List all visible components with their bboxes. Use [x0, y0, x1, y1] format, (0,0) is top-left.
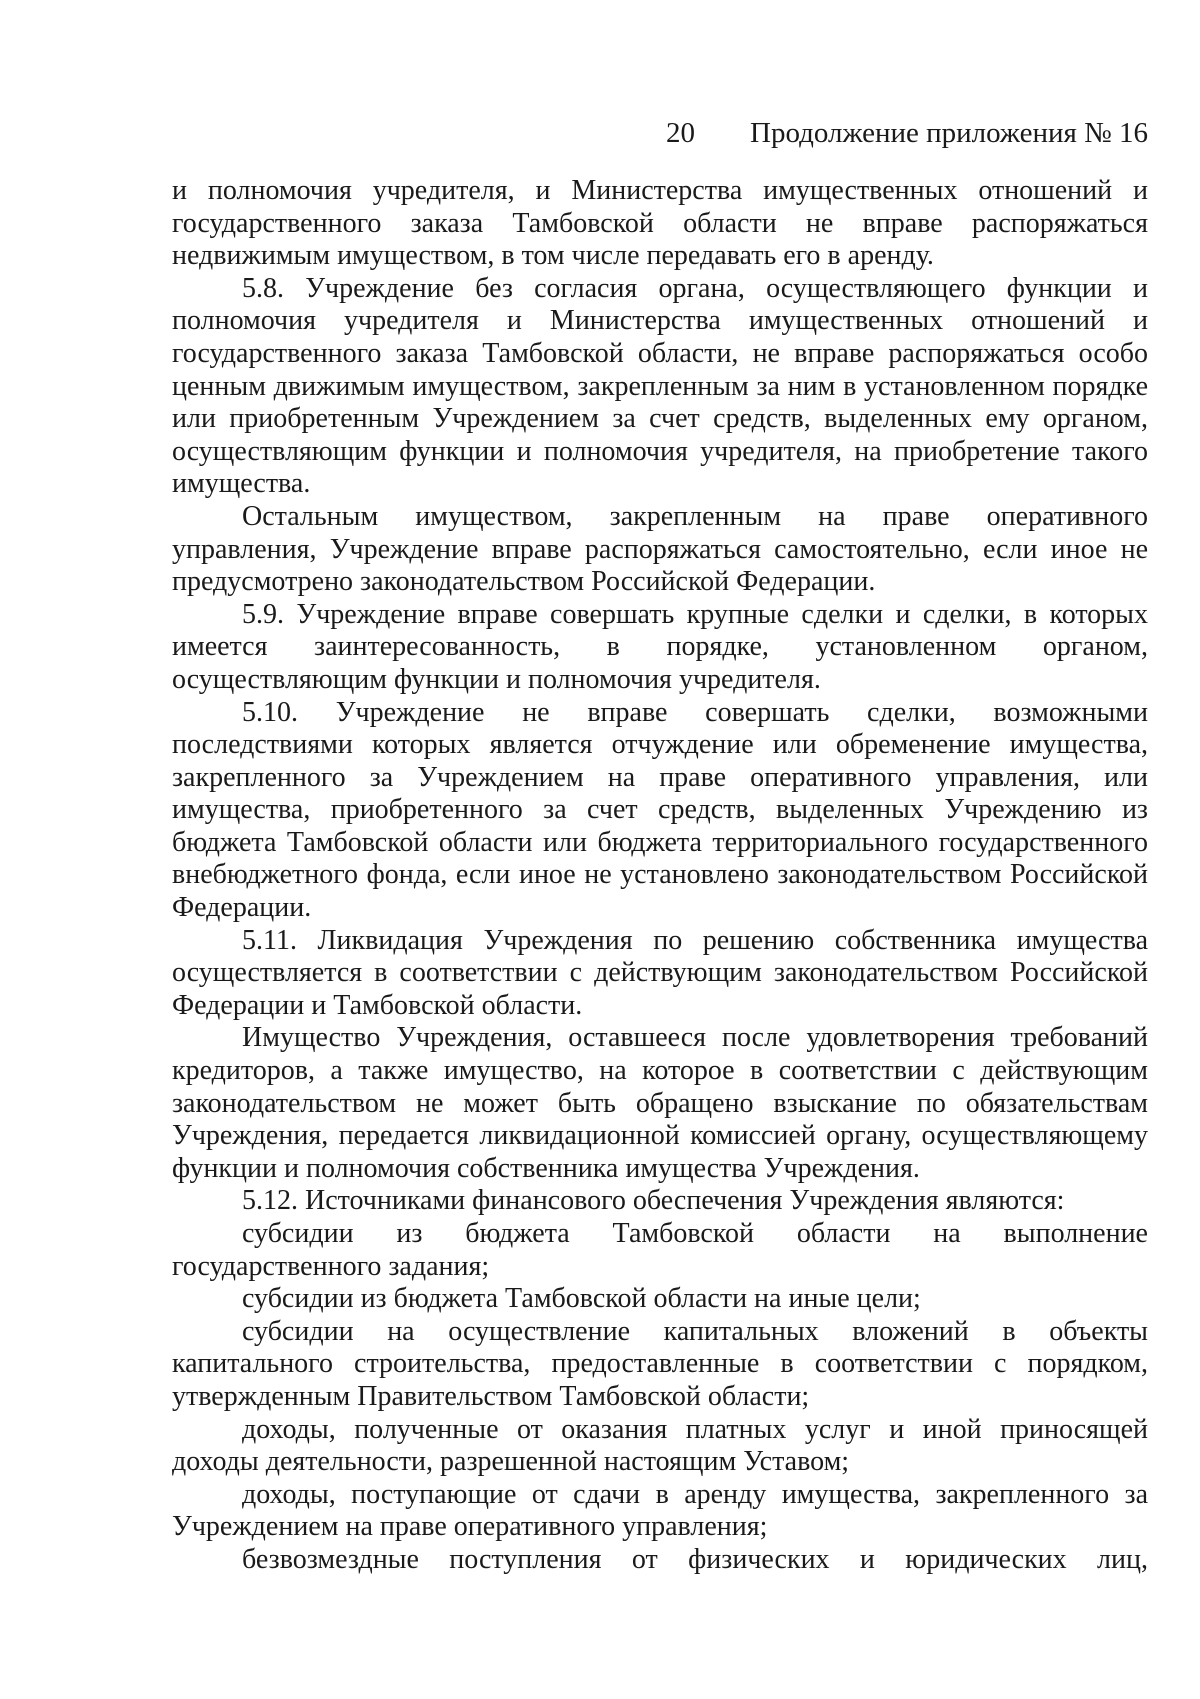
paragraph: субсидии из бюджета Тамбовской области на выполнение государственного задания; — [172, 1218, 1148, 1282]
document-body — [172, 175, 1148, 1577]
paragraph: Остальным имуществом, закрепленным на праве оперативного управления, Учреждение вправе распоряжаться самостоятельно, если иное не предусмотрено законодательством Российской Федерации. — [172, 500, 1148, 598]
paragraph: 5.8. Учреждение без согласия органа, осуществляющего функции и полномочия учредителя и Министерства имущественных отношений и государственного заказа Тамбовской области, не вправе распоряжаться особо ценным движимым имуществом, закрепленным за ним в установленном порядке или приобретенным Учреждением за счет средств, выделенных ему органом, осуществляющим функции и полномочия учредителя, на приобретение такого имущества. — [172, 272, 1148, 500]
paragraph: Имущество Учреждения, оставшееся после удовлетворения требований кредиторов, а также имущество, на которое в соответствии с действующим законодательством не может быть обращено взыскание по обязательствам Учреждения, передается ликвидационной комиссией органу, осуществляющему функции и полномочия собственника имущества Учреждения. — [172, 1022, 1148, 1184]
paragraph: 5.9. Учреждение вправе совершать крупные сделки и сделки, в которых имеется заинтересованность, в порядке, установленном органом, осуществляющим функции и полномочия учредителя. — [172, 598, 1148, 695]
appendix-caption: Продолжение приложения № 16 — [750, 117, 1148, 149]
paragraph: и полномочия учредителя, и Министерства имущественных отношений и государственного заказа Тамбовской области не вправе распоряжаться недвижимым имуществом, в том числе передавать его в аренду. — [172, 175, 1148, 272]
paragraph: 5.12. Источниками финансового обеспечения Учреждения являются: — [242, 1185, 1065, 1217]
paragraph: доходы, поступающие от сдачи в аренду имущества, закрепленного за Учреждением на праве оперативного управления; — [172, 1478, 1148, 1543]
paragraph: субсидии на осуществление капитальных вложений в объекты капитального строительства, предоставленные в соответствии с порядком, утвержденным Правительством Тамбовской области; — [172, 1315, 1148, 1412]
paragraph: субсидии из бюджета Тамбовской области на иные цели; — [242, 1283, 921, 1315]
paragraph: безвозмездные поступления от физических и юридических лиц, — [242, 1543, 1148, 1575]
paragraph: 5.10. Учреждение не вправе совершать сделки, возможными последствиями которых является отчуждение или обременение имущества, закрепленного за Учреждением на праве оперативного управления, или имущества, приобретенного за счет средств, выделенных Учреждению из бюджета Тамбовской области или бюджета территориального государственного внебюджетного фонда, если иное не установлено законодательством Российской Федерации. — [172, 696, 1148, 924]
page-header — [0, 113, 1200, 153]
paragraph: 5.11. Ликвидация Учреждения по решению собственника имущества осуществляется в соответствии с действующим законодательством Российской Федерации и Тамбовской области. — [172, 924, 1148, 1021]
page-number: 20 — [666, 117, 695, 149]
paragraph: доходы, полученные от оказания платных услуг и иной приносящей доходы деятельности, разрешенной настоящим Уставом; — [172, 1413, 1148, 1478]
